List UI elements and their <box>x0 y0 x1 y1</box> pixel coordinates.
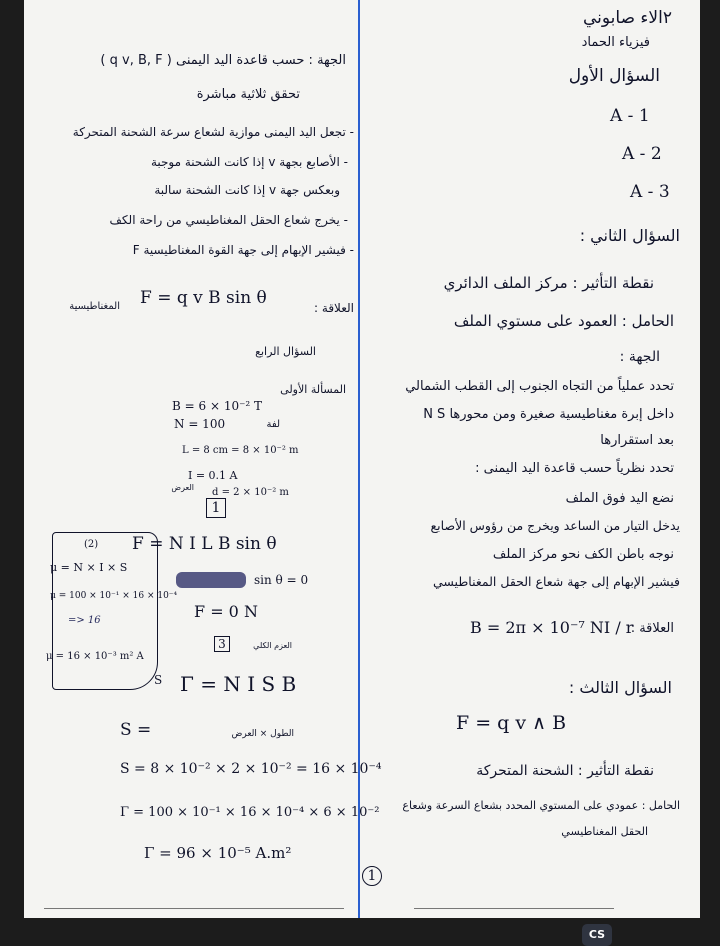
q3-line: الحامل : عمودي على المستوي المحدد بشعاع السرعة وشعاع <box>402 799 680 812</box>
notebook-page <box>24 0 700 918</box>
q2-relation: B = 2π × 10⁻⁷ NI / r <box>470 618 634 637</box>
torque-result: Γ = 96 × 10⁻⁵ A.m² <box>144 844 292 862</box>
q2-direction-label: الجهة : <box>619 349 660 365</box>
step-2-result: sin θ = 0 <box>254 573 309 587</box>
q2-line: الحامل : العمود على مستوي الملف <box>453 312 674 330</box>
relation-label: العلاقة : <box>314 301 354 315</box>
q1-title: السؤال الأول <box>568 66 660 86</box>
q4-title: السؤال الرابع <box>255 345 316 358</box>
q3-point: نقطة التأثير : الشحنة المتحركة <box>476 763 654 779</box>
q4-given-B: B = 6 × 10⁻² T <box>172 399 263 413</box>
q4-given-d-label: العرض <box>171 483 194 492</box>
step-3-box: 3 <box>214 636 230 652</box>
mu-formula: μ = N × I × S <box>50 561 128 574</box>
direction-rule-b: - الأصابع بجهة v إذا كانت الشحنة موجبة <box>150 155 348 169</box>
q4-step-1-box: 1 <box>206 498 226 518</box>
bottom-rule-left <box>44 908 344 909</box>
q1-answer-3: A - 3 <box>630 182 670 202</box>
crossed-out-scribble <box>176 572 246 588</box>
direction-rule-c: وبعكس جهة v إذا كانت الشحنة سالبة <box>154 183 340 197</box>
step-3-result: F = 0 N <box>194 602 258 621</box>
relation-formula: F = q v B sin θ <box>140 288 267 308</box>
mu-scribble: => 16 <box>68 615 101 626</box>
q2-relation-label: العلاقة : <box>630 621 674 636</box>
bottom-rule-right <box>414 908 614 909</box>
area-calculation: S = 8 × 10⁻² × 2 × 10⁻² = 16 × 10⁻⁴ <box>120 761 382 777</box>
q2-point: نقطة التأثير : مركز الملف الدائري <box>443 274 654 292</box>
q4-part1-title: المسألة الأولى <box>280 383 346 396</box>
q4-given-N: N = 100 <box>174 417 226 431</box>
column-divider <box>358 0 360 918</box>
q2-title: السؤال الثاني : <box>579 226 680 245</box>
direction-rule-a: - تجعل اليد اليمنى موازية لشعاع سرعة الشحنة المتحركة <box>72 125 354 139</box>
area-label: S = <box>120 720 152 740</box>
torque-calculation: Γ = 100 × 10⁻¹ × 16 × 10⁻⁴ × 6 × 10⁻² <box>120 805 380 820</box>
area-definition: الطول × العرض <box>231 729 294 739</box>
direction-title: الجهة : حسب قاعدة اليد اليمنى ( q v, B, F ) <box>100 53 346 68</box>
torque-formula: Γ = N I S B <box>180 672 297 696</box>
q2-direction-e: نضع اليد فوق الملف <box>565 491 674 506</box>
step-1-formula: F = N I L B sin θ <box>132 534 277 554</box>
direction-rule-e: - فيشير الإبهام إلى جهة القوة المغناطيسية F <box>132 243 354 257</box>
q1-answer-1: A - 1 <box>610 106 650 126</box>
q1-answer-2: A - 2 <box>622 144 662 164</box>
q3-formula: F = q v ∧ B <box>456 712 567 734</box>
q2-direction-a: تحدد عملياً من التجاه الجنوب إلى القطب الشمالي <box>405 379 674 394</box>
q2-direction-c: بعد استقرارها <box>600 433 674 448</box>
step-3-box-label: العزم الكلي <box>253 641 292 650</box>
q2-direction-g: نوجه باطن الكف نحو مركز الملف <box>492 547 674 562</box>
q4-given-I: I = 0.1 A <box>188 469 238 482</box>
subject-label: فيزياء الحماد <box>581 35 650 50</box>
q2-direction-d: تحدد نظرياً حسب قاعدة اليد اليمنى : <box>475 461 674 476</box>
q3-line-2: الحقل المغناطيسي <box>561 825 648 838</box>
side-calculation-box <box>52 532 158 690</box>
torque-mark: S <box>154 673 163 687</box>
step1-tag: (2) <box>84 539 99 550</box>
q4-given-d: d = 2 × 10⁻² m <box>212 487 289 498</box>
relation-tail: المغناطيسية <box>69 301 120 312</box>
q2-direction-b: داخل إبرة مغناطيسية صغيرة ومن محورها N S <box>423 407 674 422</box>
scanner-badge: CS <box>582 924 612 946</box>
q2-direction-h: فيشير الإبهام إلى جهة شعاع الحقل المغناطيسي <box>432 574 680 589</box>
student-name: ٢الاء صابوني <box>583 8 672 28</box>
mu-substitution: μ = 100 × 10⁻¹ × 16 × 10⁻⁴ <box>50 591 178 601</box>
q2-direction-f: يدخل التيار من الساعد ويخرج من رؤوس الأصابع <box>430 518 680 533</box>
mu-result: μ = 16 × 10⁻³ m² A <box>46 651 144 662</box>
q3-title: السؤال الثالث : <box>568 678 672 697</box>
q4-given-N-unit: لفة <box>266 419 280 430</box>
q4-given-L: L = 8 cm = 8 × 10⁻² m <box>182 445 299 456</box>
direction-subtitle: تحقق ثلاثية مباشرة <box>196 87 300 102</box>
direction-rule-d: - يخرج شعاع الحقل المغناطيسي من راحة الكف <box>109 213 348 227</box>
page-number: 1 <box>362 866 382 886</box>
